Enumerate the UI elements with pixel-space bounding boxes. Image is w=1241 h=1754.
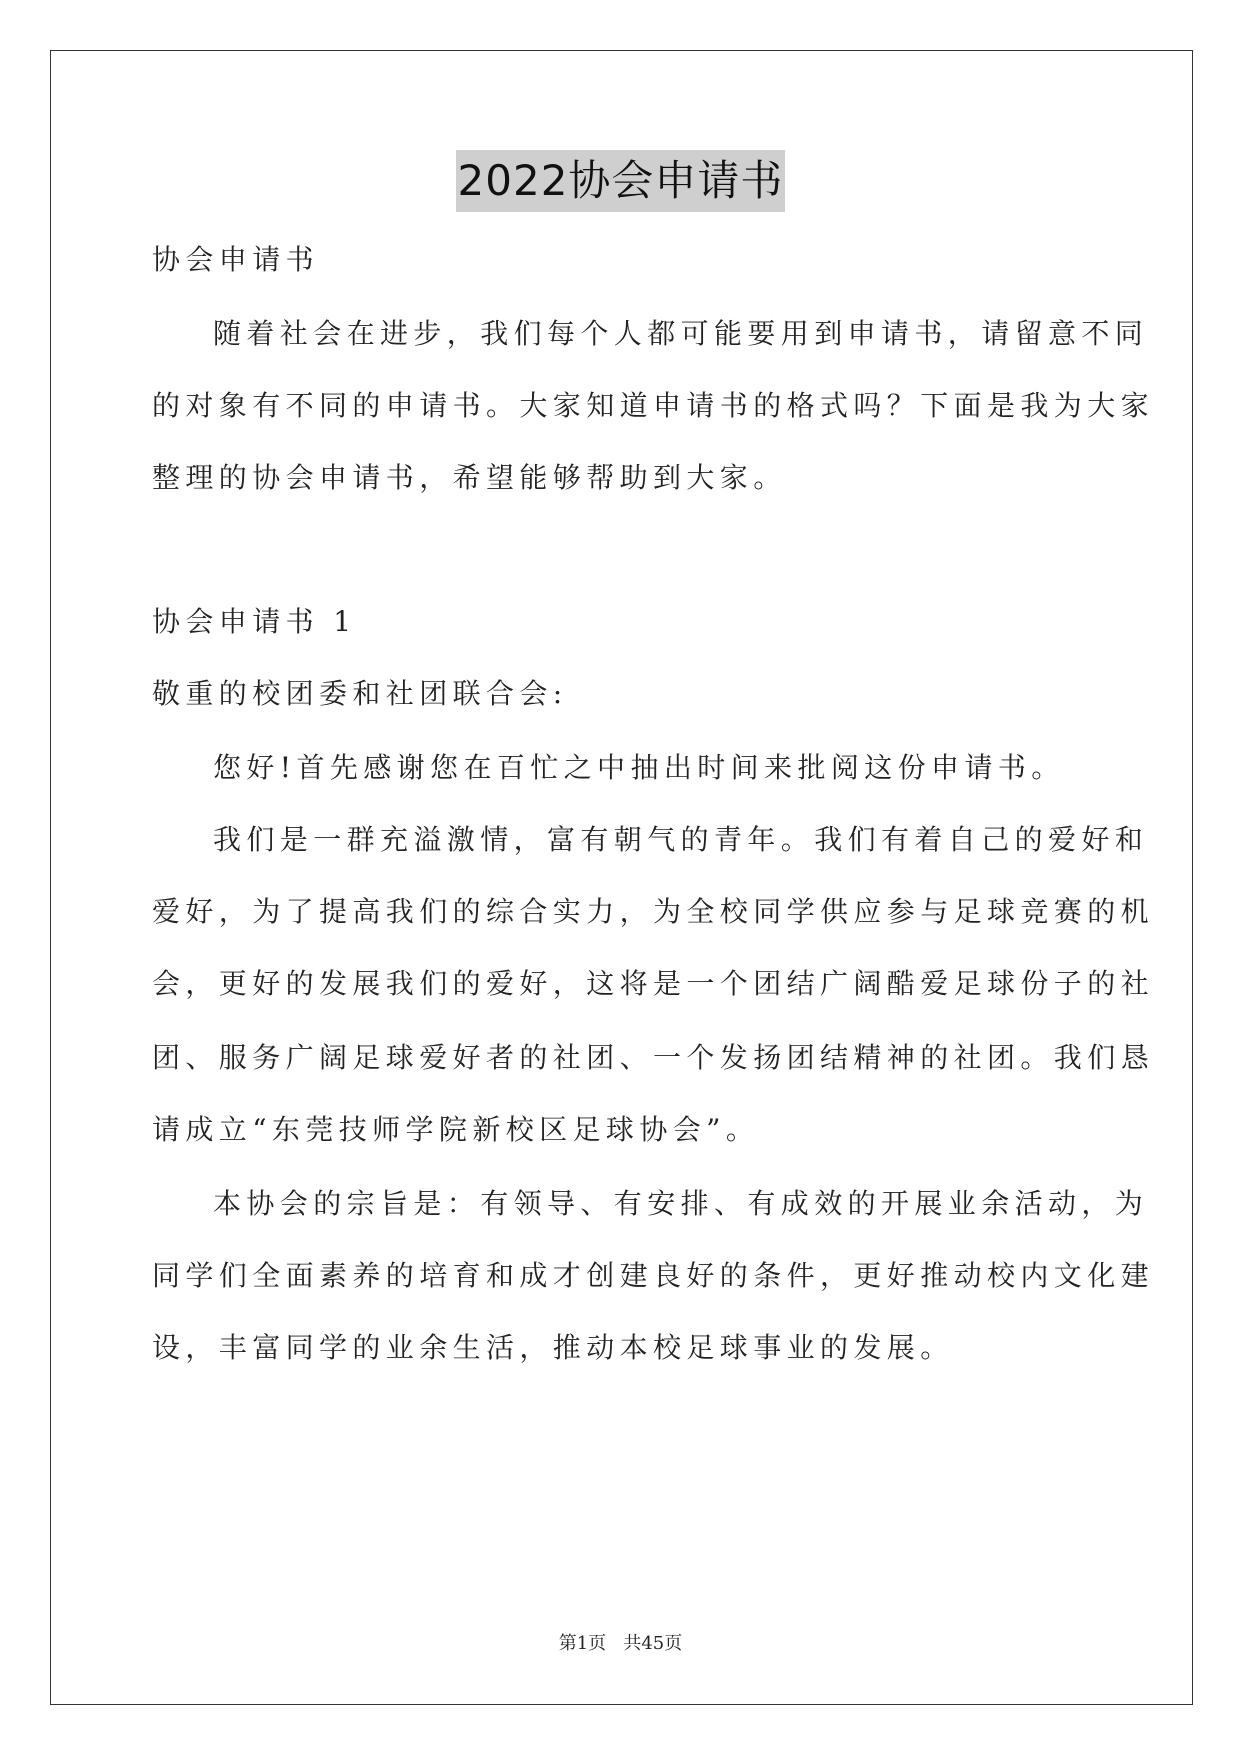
salutation-line: 敬重的校团委和社团联合会: — [152, 677, 568, 710]
body-paragraph-2-line-2: 同学们全面素养的培育和成才创建良好的条件，更好推动校内文化建 — [152, 1259, 1155, 1292]
subtitle-line: 协会申请书 — [152, 243, 320, 276]
body-paragraph-1-line-3: 会，更好的发展我们的爱好，这将是一个团结广阔酷爱足球份子的社 — [152, 967, 1155, 1000]
page-footer: 第1页 共45页 — [558, 1633, 683, 1654]
body-paragraph-1-line-5: 请成立“东莞技师学院新校区足球协会”。 — [152, 1113, 760, 1146]
page-border — [50, 50, 1193, 1705]
body-paragraph-1-line-1: 我们是一群充溢激情，富有朝气的青年。我们有着自己的爱好和 — [213, 823, 1149, 856]
body-paragraph-1-line-2: 爱好，为了提高我们的综合实力，为全校同学供应参与足球竞赛的机 — [152, 895, 1155, 928]
intro-paragraph-line-1: 随着社会在进步，我们每个人都可能要用到申请书，请留意不同 — [213, 317, 1149, 350]
body-paragraph-2-line-1: 本协会的宗旨是：有领导、有安排、有成效的开展业余活动，为 — [213, 1187, 1149, 1220]
body-paragraph-1-line-4: 团、服务广阔足球爱好者的社团、一个发扬团结精神的社团。我们恳 — [152, 1041, 1155, 1074]
intro-paragraph-line-3: 整理的协会申请书，希望能够帮助到大家。 — [152, 461, 787, 494]
greeting-paragraph-line: 您好!首先感谢您在百忙之中抽出时间来批阅这份申请书。 — [213, 751, 1065, 784]
section-heading: 协会申请书 1 — [152, 605, 357, 638]
document-title: 2022协会申请书 — [456, 150, 786, 212]
body-paragraph-2-line-3: 设，丰富同学的业余生活，推动本校足球事业的发展。 — [152, 1331, 954, 1364]
intro-paragraph-line-2: 的对象有不同的申请书。大家知道申请书的格式吗？下面是我为大家 — [152, 389, 1155, 422]
title-container — [0, 150, 1241, 212]
